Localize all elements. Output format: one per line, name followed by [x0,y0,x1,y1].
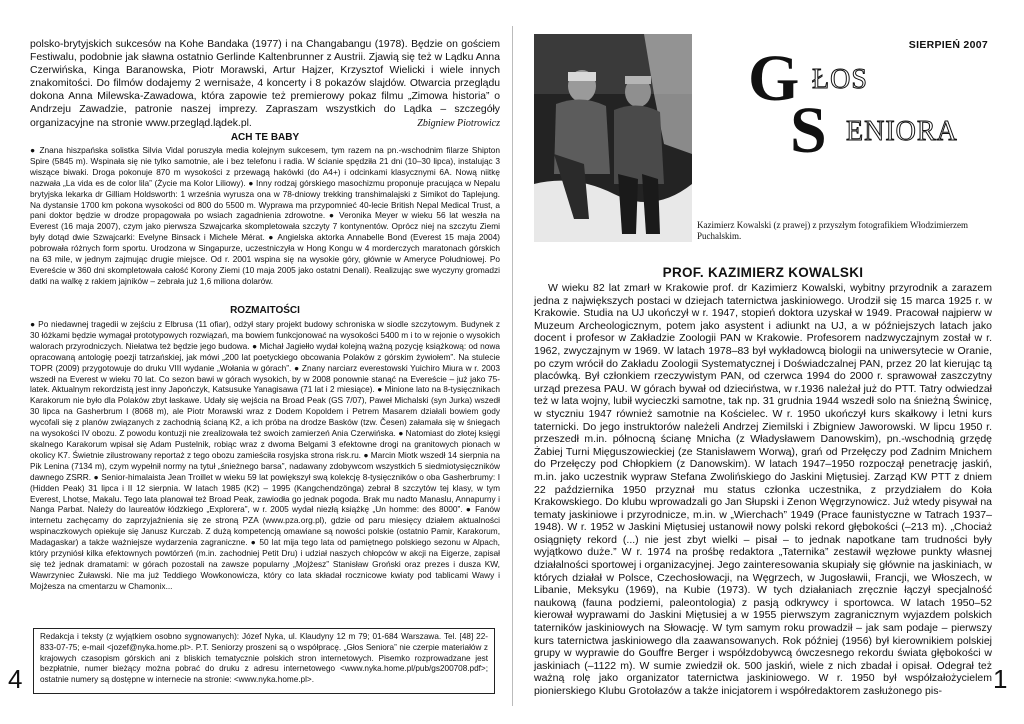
page-number-left: 4 [8,664,23,694]
section-title-ach-te-baby: ACH TE BABY [230,132,300,143]
page-number-right: 1 [993,664,1008,694]
logo-letter-s: S [790,94,827,167]
logo-letter-g: G [748,42,800,115]
editorial-box: Redakcja i teksty (z wyjątkiem osobno sygnowanych): Józef Nyka, ul. Klaudyny 12 m 79; 01-684 Warszawa. Tel. [48] 22-833-07-75; e-mail <jozef@nyka.home.pl>. P.T. Seniorzy proszeni są o współpracę. „Głos Seniora” nie czerpie materiałów z krajowych czasopism górskich ani z bliskich tematycznie polskich stron internetowych. Pisemko rozprowadzane jest bezpłatnie, numer bieżący można pobrać do druku z adresu internetowego <www.nyka.home.pl/pub/gs200708.pdf>; ostatnie numery są dostępne w internecie na stronie: <www.nyka.home.pl>. [33,628,495,694]
section-text-rozmaitosci: ● Po niedawnej tragedii w zejściu z Elbrusa (11 ofiar), odżył stary projekt budowy schroniska w siodle szczytowym. Budynek z 30 łóżkami będzie wymagał prototypowych rozwiązań, ma bowiem funkcjonować na wysokości 5400 m i to w rejonie o wysokich walorach przyrodniczych. Niełatwa też będzie jego budowa. ● Michał Jagiełło wydał kolejną ważną pozycję książkową: od nowa opracowaną antologię poezji tatrzańskiej, jak mówi „200 lat poetyckiego obcowania Polaków z górskim żywiołem”. Na stulecie TOPR (2009) przygotowuje do druku VIII wydanie „Wołania w górach”. ● Znany narciarz everestowski Yuichiro Miura w r. 2003 wszedł na Everest w wieku 70 lat. Co sezon bawi w górach wysokich, by w 2008 ponownie stanąć na Evereście – już jako 75-latek. Aktualnym rekordzistą jest inny Japończyk, Katsusuke Yanagisawa (71 lat i 2 miesiące). ● Minione lato na 8-tysięcznikach Karakorum nie było dla Polaków zbyt łaskawe. Udały się wejścia na Broad Peak (GS 7/07), Paweł Michalski (syn Jurka) wszedł 30 lipca na Gasherbrum I (8068 m), ale Piotr Morawski wraz z Dodem Kopoldem i Petrem Masarem działali bowiem gody wycofali się z planów związanych z zachodnią ścianą K2, a ich próba na drodze Basków (tzw. Česen) załamała się w śniegach na wysokości IV obozu. Z powodu kontuzji nie zrealizowała też swoich zamierzeń Ania Czerwińska. ● Natomiast do złotej księgi skalnego Karakorum wpisał się Adam Pustelnik, robiąc wraz z dwoma Belgami 3 efektowne drogi na granitowych pionach w okolicy K7. Świetnie zilustrowany reportaż z tego obozu zamieściła rosyjska strona risk.ru. ● Marcin Miotk wszedł 14 sierpnia na Pik Lenina (7134 m), czym wypełnił normy na tytuł „śnieżnego barsa”, nadawany zdobywcom wszystkich 5 siedmiotysięczników dawnego ZSRR. ● Senior-himalaista Jean Troillet w wieku 59 lat powiększył swą kolekcję 8-tysięczników o oba Gasherbrumy: I (Hidden Peak) 31 lipca i II 12 sierpnia. W latach 1985 (K2) – 1995 (Kangchendzönga) zebrał 8 szczytów tej klasy, w tym Everest, Lhotse, Makalu. Tego lata planował też Broad Peak, zawiodła go jednak pogoda. Brak mu nadto Manaslu, Annapurny i Nanga Parbat. Należy do laureatów łódzkiego „Explorera”, w r. 2005 wydał niezłą książkę „Un homme: des 8000”. ● Fanów internetu zachęcamy do zaprzyjaźnienia się ze stroną PZA (www.pza.org.pl), gdzie od paru miesięcy działem aktualności wspinaczkowych opiekuje się Janusz Kurczab. Z dużą kompetencją omawiane są nowości polskie (ostatnio Pamir, Karakorum, Madagaskar) a także ważniejsze wydarzenia zagraniczne. ● 50 lat mija tego lata od pamiętnego polskiego sezonu w Alpach, który przyniósł kilka efektownych powtórzeń (m.in. zachodniej Petit Dru) i udział naszych chłopców w akcji na Eigerze, zapisał się też jednak dramatami: w górach pozostali na zawsze popularny „Mojżesz” Stanisław Groński oraz prezes i dusza KW, Wawrzyniec Żuławski. Nie ma już Teddiego Wowkonowicza, który co lata składał rocznicowe kwiaty pod tablicami Wawy i Mojżesza na cmentarzu w Chamonix... [30,319,500,591]
issue-date: SIERPIEŃ 2007 [908,39,988,51]
historical-photo [534,34,692,242]
intro-text: polsko-brytyjskich sukcesów na Kohe Bandaka (1977) i na Changabangu (1978). Będzie on gościem Festiwalu, podobnie jak sławna ostatnio Gerlinde Kaltenbrunner z Austrii. Zjawią się też w Lądku Anna Czerwińska, Kinga Baranowska, Piotr Morawski, Artur Hajzer, Krzysztof Wielicki i wiele innych znakomitości. Do filmów dodajemy 2 wernisaże, 4 koncerty i 8 pokazów slajdów. Otwarcia przeglądu dokona Anna Milewska-Zawadowa, która zapowie też premierowy pokaz filmu „Zimowa historia” o Andrzeju Zawadzie, patronie naszej imprezy. Zapraszam wszystkich do Lądka – szczegóły organizacyjne na stronie www.przegląd.lądek.pl. [30,39,500,129]
intro-paragraph [30,38,500,130]
photo-illustration [534,34,692,242]
logo-word-los: ŁOS [812,64,868,95]
section-text-ach-te-baby: ● Znana hiszpańska solistka Silvia Vidal poruszyła media kolejnym sukcesem, tym razem na pn.-wschodnim filarze Shipton Spire (5845 m). Wspinała się nie tylko samotnie, ale i bez telefonu i radia. W ścianie spędziła 21 dni (10–30 lipca), instalując 3 wiszące biwaki. Droga pokonuje 870 m wysokości z przewagą hakówki (do A4+) i odcinkami klasycznymi 6A. Nową niitkę nazwała „La vida es de color lila” (Życie ma Kolor Liliowy). ● Inny rodzaj górskiego masochizmu proponuje pracująca w Nepalu brytyjska lekarka dr Gilliam Holdsworth: 1 września wyrusza ona w 78-dniowy trekking transhimalajski z Simikot do Taplejung. Na dystansie 1700 km pokona wysokości od 800 do 5500 m. Wyprawa ma przypomnieć 40-lecie British Nepal Medical Trust, a pani doktor będzie w drodze propagowała po wsiach zagadnienia zdrowotne. ● Veronika Meyer w wieku 56 lat weszła na Everest (16 maja 2007), czym jako pierwsza Szwajcarka skompletowała szczyty 7 kontynentów. Oprócz niej na szczytu Ziemi były dotąd dwie Szwajcarki: Evelyne Binsack i Michele Mérat. ● Angielska aktorka Annabelle Bond (Everest 15 maja 2004) pobrowała różnych form sportu. Urodzona w Singapurze, uczestniczyła w Hong Kongu w 4 morderczych maratonach górskich na 63 mile, w jednym zajmując drugie miejsce. Od r. 2001 wspina się na wysokie góry, głównie w Ameryce Południowej. Po Evereście w 360 dni skompletowała całość Korony Ziemi (10 maja 2005 jako ostatni Denali). Realizując swe wyczyny gromadzi datki na walkę z rakiem jajników – zebrała już 1,6 miliona dolarów. [30,145,500,286]
page-divider [512,26,513,706]
article-title: PROF. KAZIMIERZ KOWALSKI [662,265,864,280]
article-body: W wieku 82 lat zmarł w Krakowie prof. dr Kazimierz Kowalski, wybitny przyrodnik a zarazem jedna z największych postaci w dziejach taternictwa jaskiniowego. Urodził się 15 marca 1925 r. w Krakowie. Studia na UJ ukończył w r. 1947, stopień doktora uzyskał w 1949. Pracował najpierw w Muzeum Archeologicznym, potem jako asystent i adiunkt na UJ, a w późniejszych latach jako docent i profesor w Zakładzie Zoologii PAN w Krakowie. Profesorem nadzwyczajnym został w r. 1962, zwyczajnym w 1969. W latach 1978–83 był wykładowcą biologii na uniwersytecie w Oranie, po czym wrócił do Zakładu Zoologii Systematycznej i Doświadczalnej PAN, przez 20 lat kierując tą placówką. Był członkiem rzeczywistym PAN, od czerwca 1994 do 2000 r. sprawował zaszczytny urząd prezesa PAU. W górach bywał od dzieciństwa, w r.1936 należał już do PTT. Tatry odwiedzał też w lata wojny, lubił wycieczki samotne, tak np. 31 grudnia 1944 wszedł solo na śnieżną Świnicę, w styczniu 1947 również samotnie na Kościelec. W r. 1950 ukończył kurs skałkowy i letni kurs taternicki. Do jego instruktorów należeli Andrzej Ziemilski i Zbigniew Jaworowski. W lipcu 1950 r. przeszedł m.in. północną ścianę Mnicha (z Władysławem Danowskim), pn.-wschodnią grzędę Żabiej Turni Mięguszowieckiej (ze Stanisławem Worwą), grań od Przełęczy pod Zadnim Mnichem do Przełęczy pod Chłopkiem (z Danowskim). W latach 1947–1950 rozpoczął penetrację jaskiń, m.in. jako uczestnik wypraw Stefana Zwolińskiego do Jaskini Miętusiej. Zarząd KW PTT z dniem 22 października 1950 przyznał mu status członka uczestnika, z przydziałem do Koła Krakowskiego. Do klubu wprowadzali go Jan Słupski i Zenon Węgrzynowicz. Już wtedy pisywał na tematy jaskiniowe i przyrodnicze, m.in. w „Wierchach” 1949 (Prace faunistyczne w Tatrach 1937–1948). W r. 1952 w Jaskini Miętusiej ustanowił nowy polski rekord głębokości (–213 m). „Chociaż osiągnięty rekord (...) nie jest zbyt wielki – pisał – to jednak napotkane tam trudności były wyjątkowo duże.” W r. 1974 na prośbę redaktora „Taternika” zestawił węzłowe punkty własnej działalności sportowej i organizacyjnej. Jego zainteresowania skupiały się głównie na jaskiniach, w których działał w Polsce, Czechosłowacji, na Węgrzech, w Jugosławii, Francji, we Włoszech, w Libanie, Meksyku (1969), na Kubie (1973). W tych działaniach zręcznie łączył specjalność naukową (fauna podziemi, paleontologia) z pasją odkrywcy i sportowca. W latach 1950–52 kierował wyprawami do Jaskini Miętusiej a w 1955 pierwszym zagranicznym wyjazdem polskich taterników jaskiniowych na Słowację. W tym samym roku prowadził – jak sam podaje – pierwszy kurs taternictwa jaskiniowego dla zaawansowanych. Rok później (1956) był kierownikiem polskiej grupy w wyprawie do Gouffre Berger i współzdobywcą ówczesnego rekordu świata głębokości w jaskiniach (–1122 m). W sumie zwiedził ok. 500 jaskiń, wiele z nich zbadał i opisał. Odegrał też ważną rolę jako organizator taternictwa jaskiniowego. W r. 1950 był współzałożycielem pionierskiego Klubu Grotołazów a także inicjatorem i współredaktorem zasłużonego pis- [534,282,992,697]
logo-word-eniora: ENIORA [846,116,958,147]
section-title-rozmaitosci: ROZMAITOŚCI [230,305,300,316]
intro-signature: Zbigniew Piotrowicz [417,117,500,129]
photo-caption: Kazimierz Kowalski (z prawej) z przyszłym fotografikiem Włodzimierzem Puchalskim. [697,220,968,241]
